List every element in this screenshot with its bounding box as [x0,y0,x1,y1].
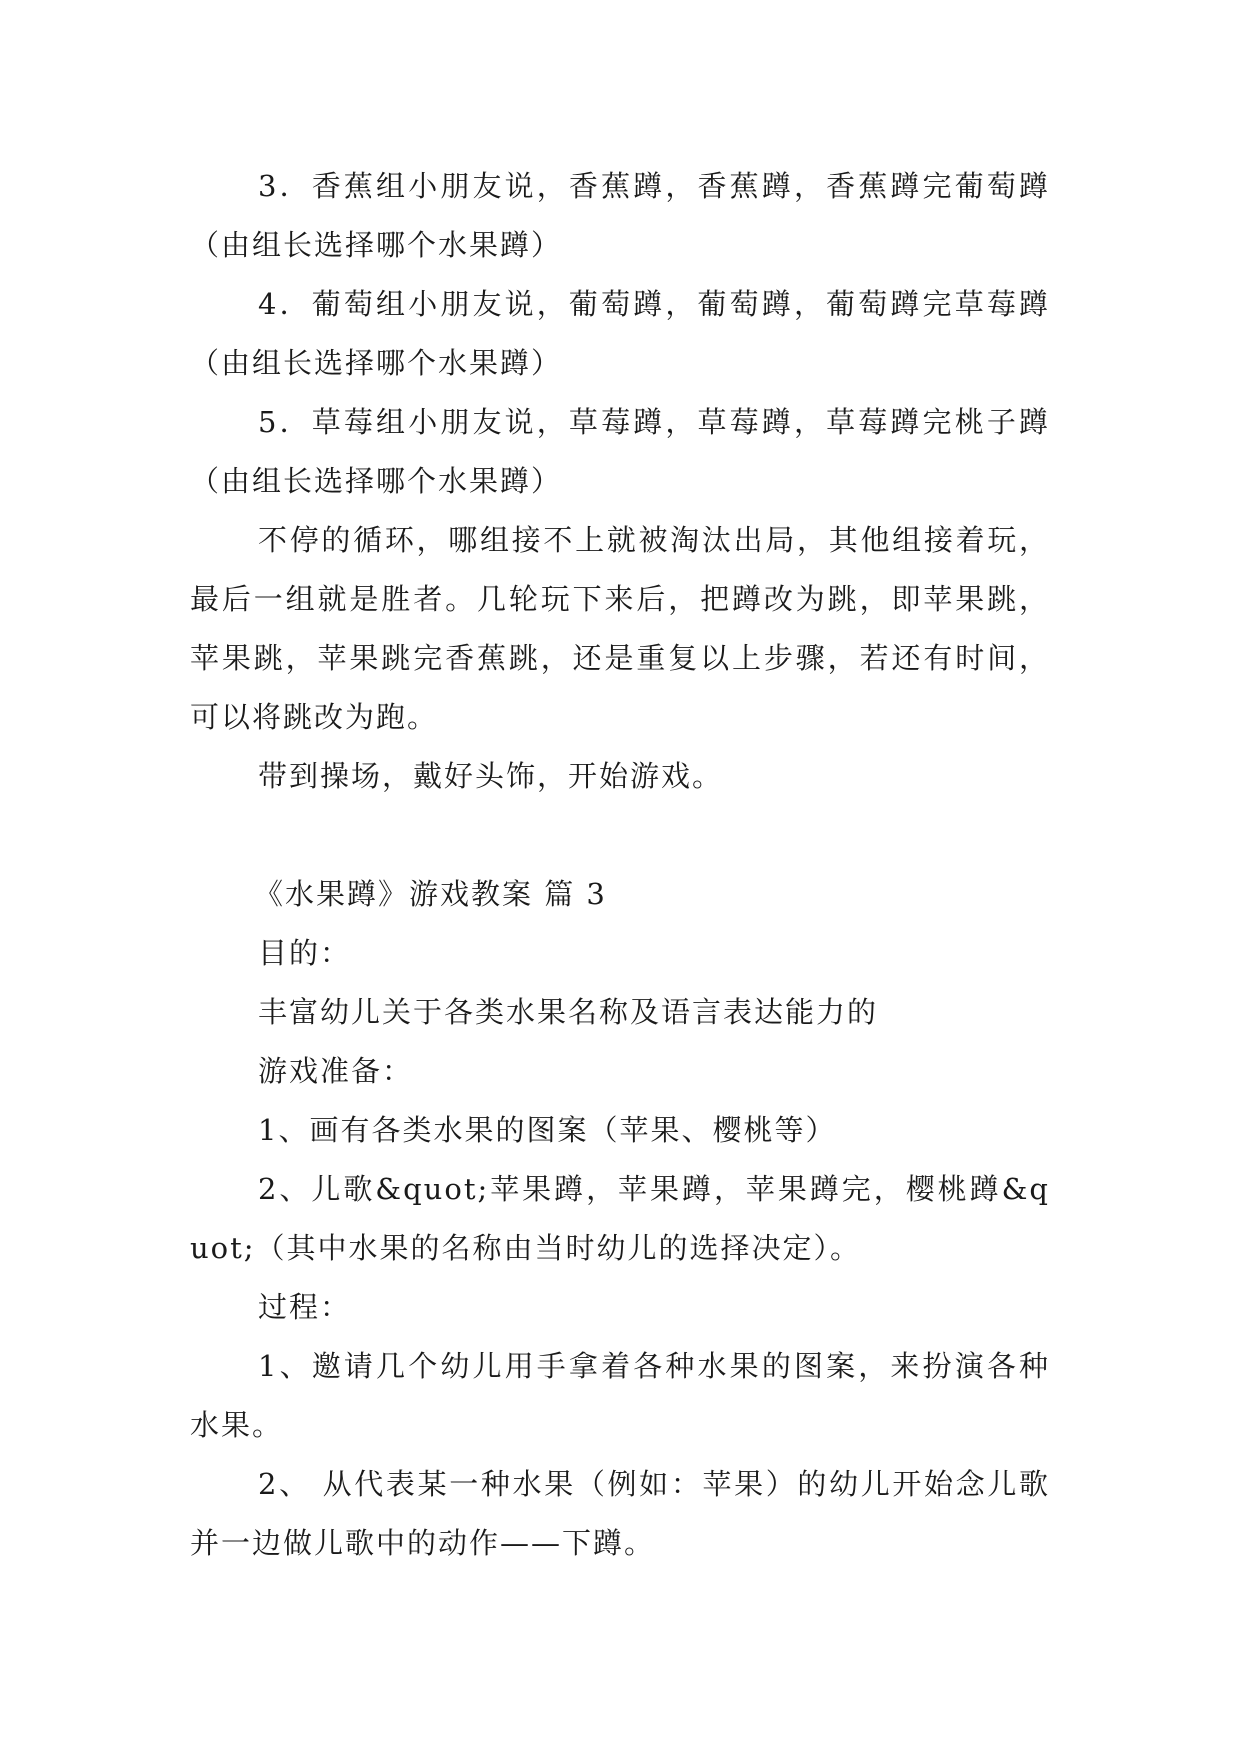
paragraph-purpose: 丰富幼儿关于各类水果名称及语言表达能力的 [258,995,879,1029]
paragraph-preparation-1: 1、画有各类水果的图案（苹果、樱桃等） [258,1113,837,1147]
paragraph-process-2: 2、 从代表某一种水果（例如：苹果）的幼儿开始念儿歌并一边做儿歌中的动作——下蹲。 [190,1467,1050,1560]
document-body [190,157,1050,1573]
paragraph-process-label: 过程： [258,1290,352,1324]
paragraph-game-loop: 不停的循环，哪组接不上就被淘汰出局，其他组接着玩，最后一组就是胜者。几轮玩下来后，把蹲改为跳，即苹果跳，苹果跳，苹果跳完香蕉跳，还是重复以上步骤，若还有时间，可以将跳改为跑。 [190,523,1050,734]
paragraph-purpose-label: 目的： [258,936,352,970]
paragraph-step-4: 4．葡萄组小朋友说，葡萄蹲，葡萄蹲，葡萄蹲完草莓蹲（由组长选择哪个水果蹲） [190,287,1050,380]
section-heading: 《水果蹲》游戏教案 篇 3 [254,877,607,911]
section-spacer [190,806,1050,865]
paragraph-preparation-2: 2、儿歌&quot;苹果蹲，苹果蹲，苹果蹲完，樱桃蹲&quot;（其中水果的名称由当时幼儿的选择决定）。 [190,1172,1050,1265]
paragraph-process-1: 1、邀请几个幼儿用手拿着各种水果的图案，来扮演各种水果。 [190,1349,1050,1442]
paragraph-preparation-label: 游戏准备： [258,1054,414,1088]
paragraph-start-game: 带到操场，戴好头饰，开始游戏。 [258,759,724,793]
paragraph-step-3: 3．香蕉组小朋友说，香蕉蹲，香蕉蹲，香蕉蹲完葡萄蹲（由组长选择哪个水果蹲） [190,169,1050,262]
paragraph-step-5: 5．草莓组小朋友说，草莓蹲，草莓蹲，草莓蹲完桃子蹲（由组长选择哪个水果蹲） [190,405,1050,498]
